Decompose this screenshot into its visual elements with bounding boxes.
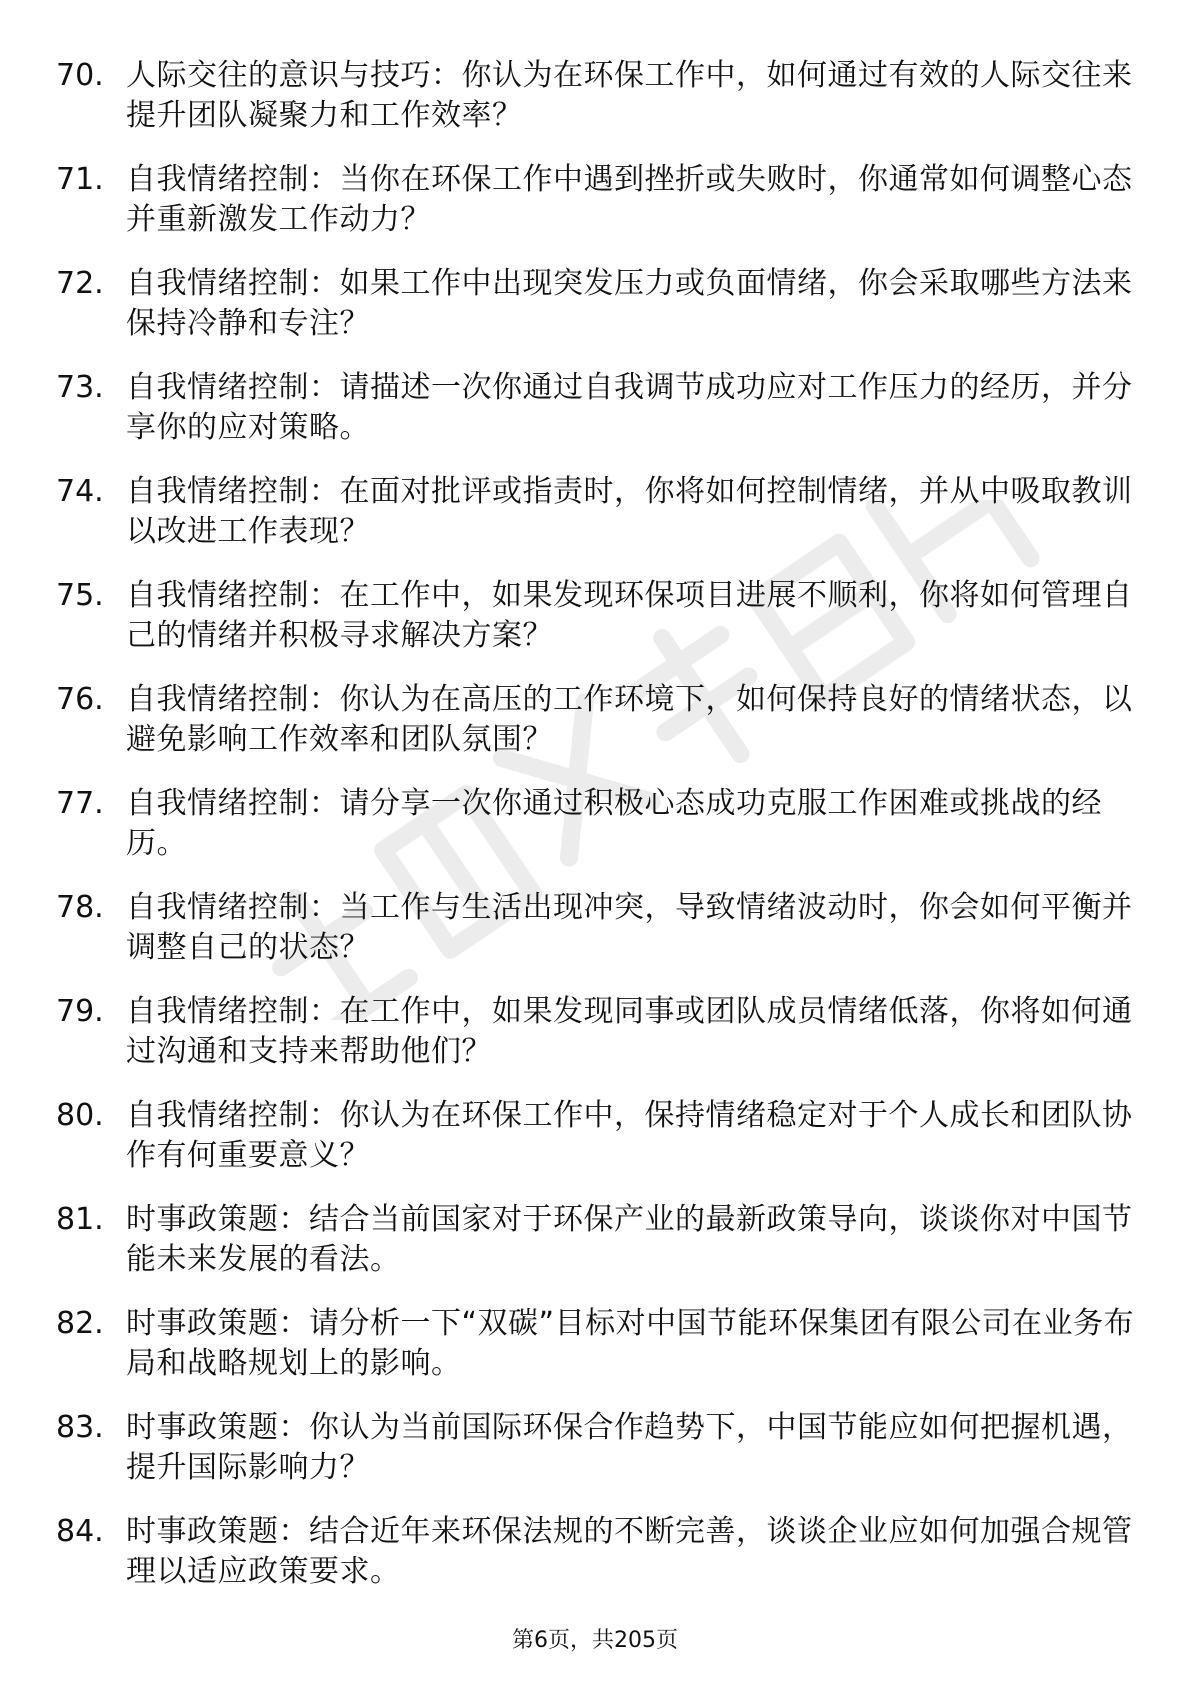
- question-text: 自我情绪控制：在面对批评或指责时，你将如何控制情绪，并从中吸取教训以改进工作表现？: [126, 474, 1133, 549]
- page-footer: 第6页，共205页: [512, 1628, 678, 1653]
- question-text: 自我情绪控制：在工作中，如果发现同事或团队成员情绪低落，你将如何通过沟通和支持来帮助他们？: [126, 994, 1133, 1069]
- question-item: [56, 1512, 1136, 1592]
- question-number: 72.: [56, 266, 104, 301]
- question-number: 76.: [56, 682, 104, 717]
- question-text: 时事政策题：结合近年来环保法规的不断完善，谈谈企业应如何加强合规管理以适应政策要求。: [126, 1514, 1133, 1589]
- question-item: [56, 1304, 1136, 1384]
- question-number: 83.: [56, 1410, 104, 1445]
- question-text: 自我情绪控制：你认为在高压的工作环境下，如何保持良好的情绪状态，以避免影响工作效率和团队氛围？: [126, 682, 1133, 757]
- question-number: 75.: [56, 578, 104, 613]
- question-item: [56, 472, 1136, 552]
- question-number: 82.: [56, 1306, 104, 1341]
- question-number: 71.: [56, 162, 104, 197]
- question-text: 自我情绪控制：你认为在环保工作中，保持情绪稳定对于个人成长和团队协作有何重要意义？: [126, 1098, 1133, 1173]
- question-item: [56, 1096, 1136, 1176]
- question-item: [56, 680, 1136, 760]
- question-list: [56, 56, 1136, 1616]
- question-item: [56, 1200, 1136, 1280]
- question-text: 自我情绪控制：请分享一次你通过积极心态成功克服工作困难或挑战的经历。: [126, 786, 1102, 861]
- question-text: 时事政策题：请分析一下“双碳”目标对中国节能环保集团有限公司在业务布局和战略规划上的影响。: [126, 1306, 1135, 1381]
- question-item: [56, 992, 1136, 1072]
- question-text: 自我情绪控制：请描述一次你通过自我调节成功应对工作压力的经历，并分享你的应对策略。: [126, 370, 1133, 445]
- question-text: 自我情绪控制：如果工作中出现突发压力或负面情绪，你会采取哪些方法来保持冷静和专注？: [126, 266, 1133, 341]
- question-item: [56, 368, 1136, 448]
- question-number: 79.: [56, 994, 104, 1029]
- question-number: 74.: [56, 474, 104, 509]
- question-text: 时事政策题：结合当前国家对于环保产业的最新政策导向，谈谈你对中国节能未来发展的看法。: [126, 1202, 1133, 1277]
- question-number: 77.: [56, 786, 104, 821]
- question-text: 自我情绪控制：当工作与生活出现冲突，导致情绪波动时，你会如何平衡并调整自己的状态？: [126, 890, 1133, 965]
- question-text: 人际交往的意识与技巧：你认为在环保工作中，如何通过有效的人际交往来提升团队凝聚力和工作效率？: [126, 58, 1133, 133]
- question-number: 84.: [56, 1514, 104, 1549]
- question-item: [56, 784, 1136, 864]
- question-item: [56, 576, 1136, 656]
- question-text: 自我情绪控制：在工作中，如果发现环保项目进展不顺利，你将如何管理自己的情绪并积极寻求解决方案？: [126, 578, 1133, 653]
- question-item: [56, 264, 1136, 344]
- question-number: 78.: [56, 890, 104, 925]
- question-item: [56, 1408, 1136, 1488]
- question-number: 80.: [56, 1098, 104, 1133]
- question-item: [56, 888, 1136, 968]
- question-text: 自我情绪控制：当你在环保工作中遇到挫折或失败时，你通常如何调整心态并重新激发工作动力？: [126, 162, 1133, 237]
- question-number: 81.: [56, 1202, 104, 1237]
- question-number: 73.: [56, 370, 104, 405]
- question-item: [56, 160, 1136, 240]
- question-text: 时事政策题：你认为当前国际环保合作趋势下，中国节能应如何把握机遇，提升国际影响力？: [126, 1410, 1133, 1485]
- question-item: [56, 56, 1136, 136]
- question-number: 70.: [56, 58, 104, 93]
